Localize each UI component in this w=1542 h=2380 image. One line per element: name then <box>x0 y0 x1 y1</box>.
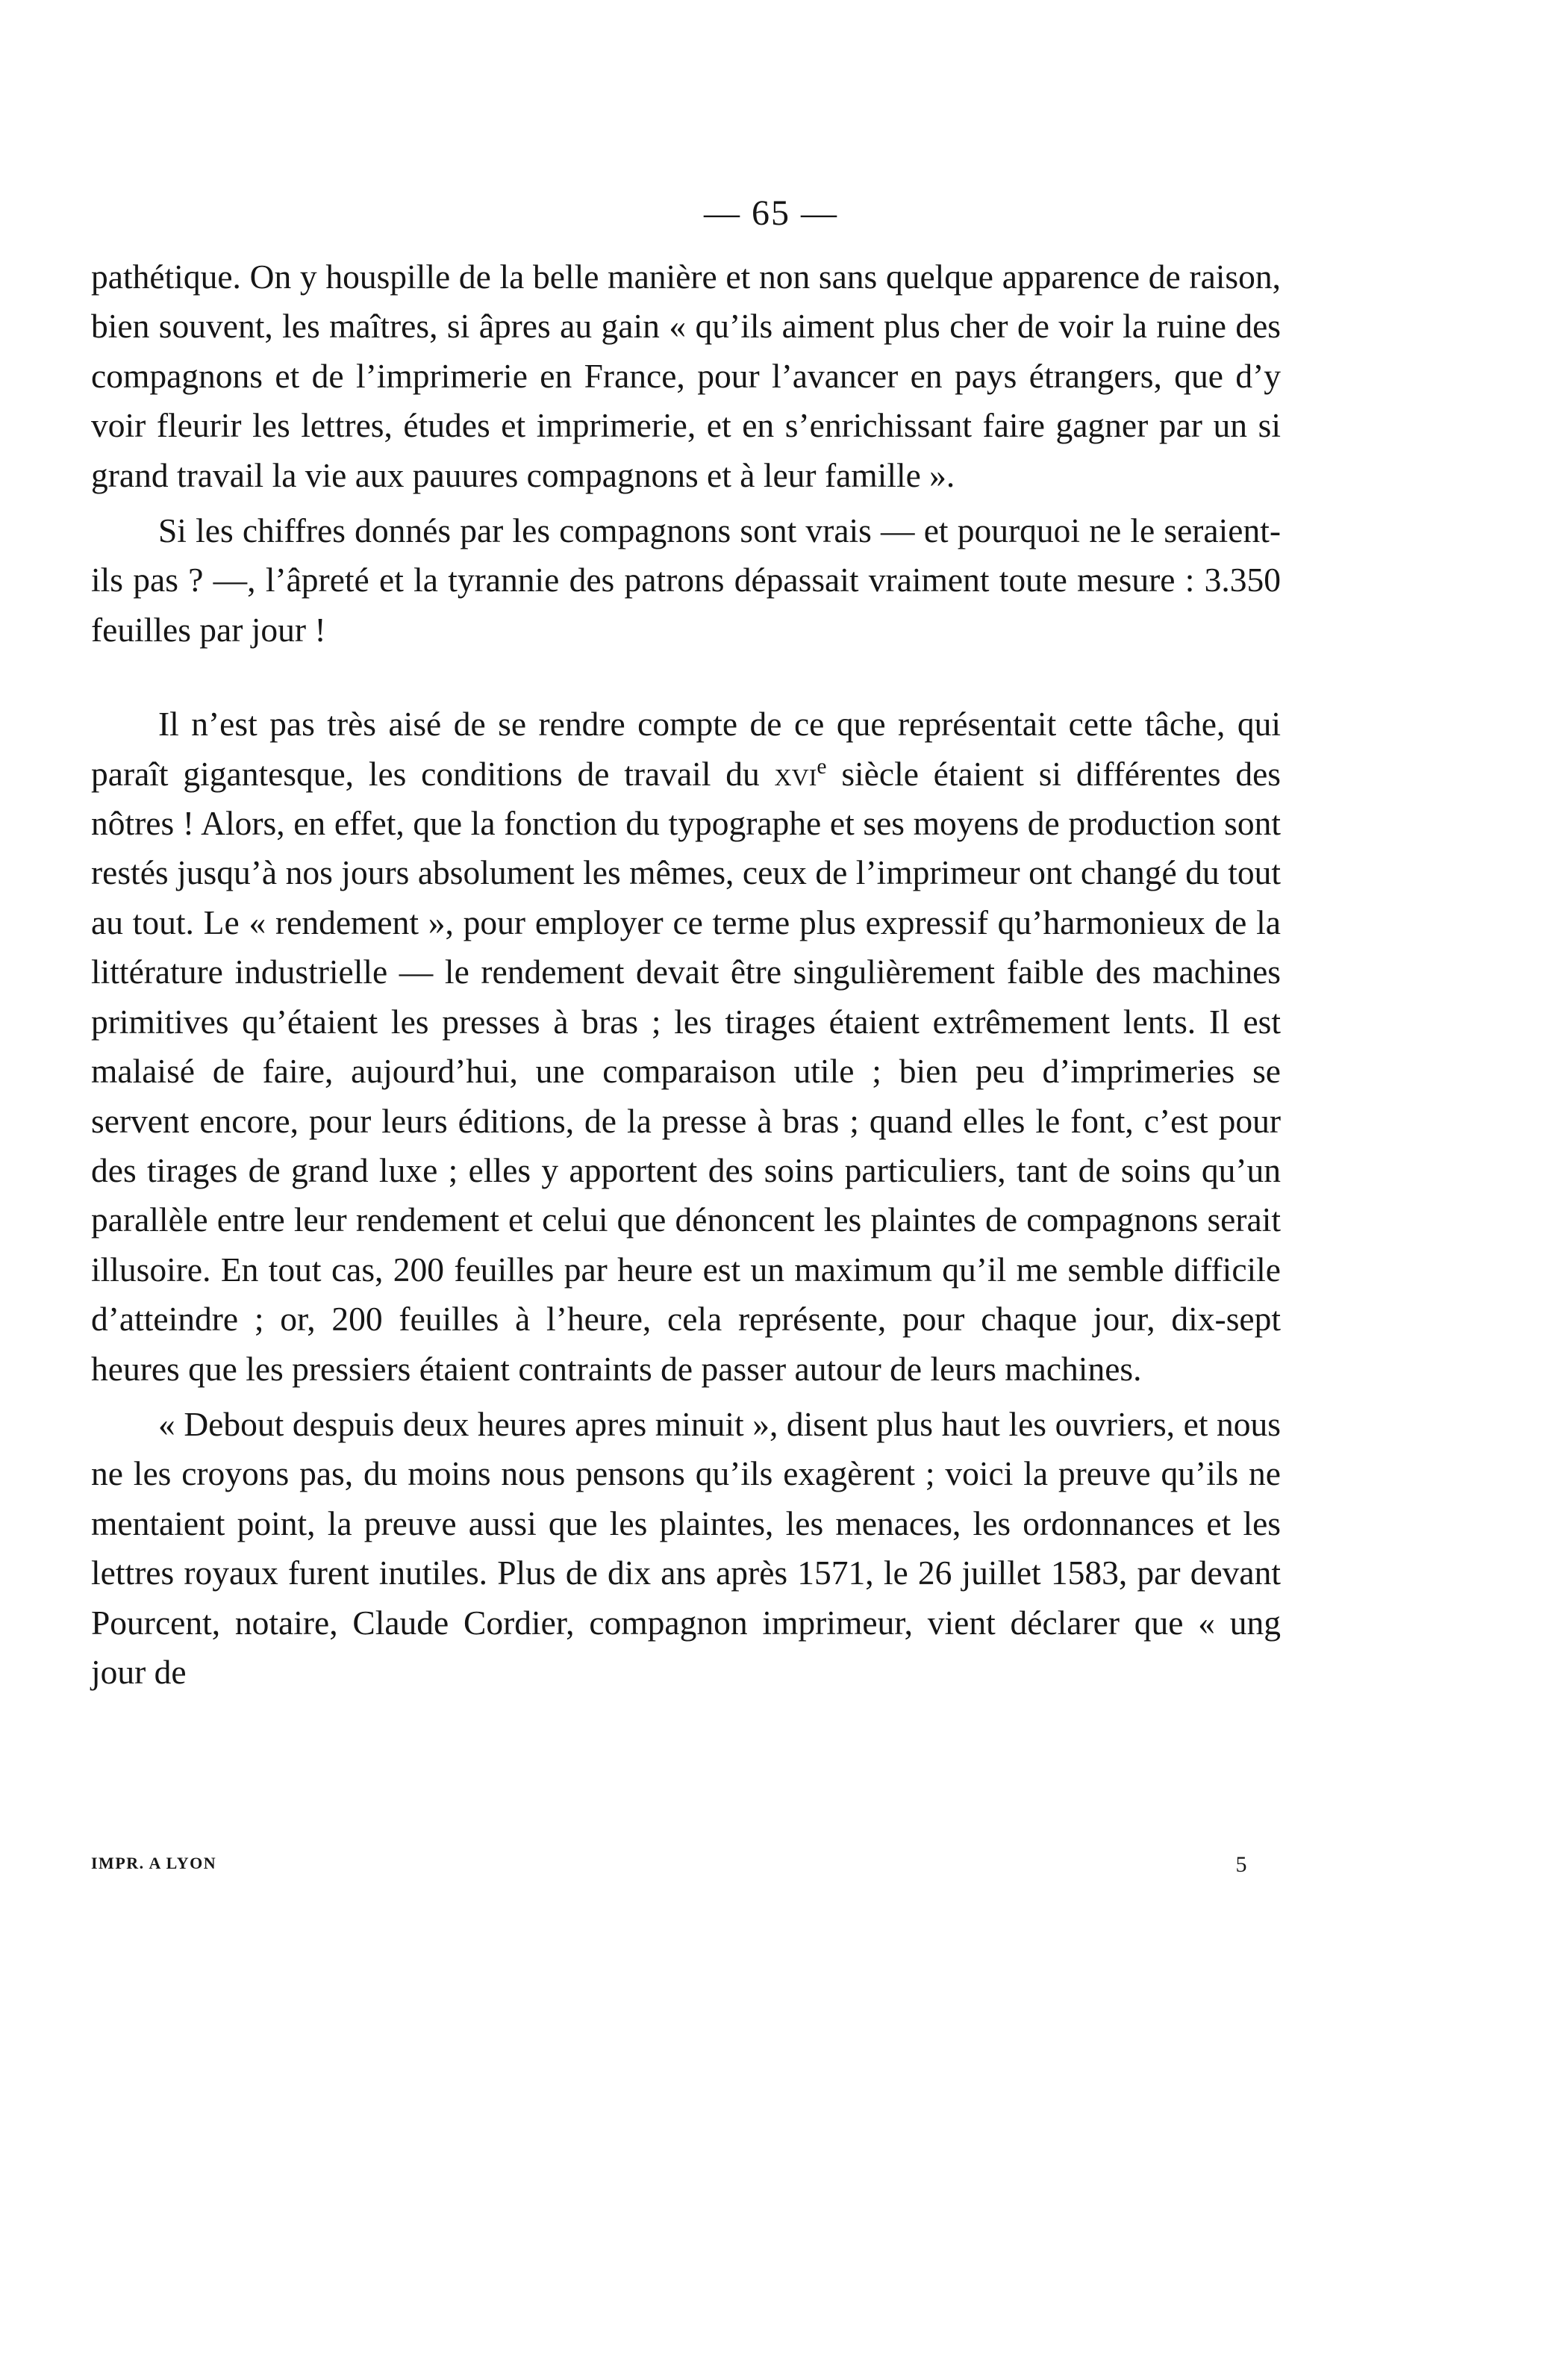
paragraph-2: Si les chiffres donnés par les compagnons sont vrais — et pourquoi ne le seraient-ils pas ? —, l’âpreté et la tyrannie des patrons dépassait vraiment toute mesure : 3.350 feuilles par jour ! <box>91 511 1281 649</box>
printer-signature-mark: IMPR. A LYON <box>91 1854 217 1872</box>
gathering-number: 5 <box>1235 1852 1248 1877</box>
paragraph-3-part-2: siècle étaient si différentes des nôtres ! Alors, en effet, que la fonction du typographe et ses moyens de production sont restés jusqu’à nos jours absolument les mêmes, ceux de l’imprimeur ont changé du tout au tout. Le « rendement », pour employer ce terme plus expressif qu’harmonieux de la littérature industrielle — le rendement devait être singulièrement faible des machines primitives qu’étaient les presses à bras ; les tirages étaient extrêmement lents. Il est malaisé de faire, aujourd’hui, une comparaison utile ; bien peu d’imprimeries se servent encore, pour leurs éditions, de la presse à bras ; quand elles le font, c’est pour des tirages de grand luxe ; elles y apportent des soins particuliers, tant de soins qu’un parallèle entre leur rendement et celui que dénoncent les plaintes de compagnons serait illusoire. En tout cas, 200 feuilles par heure est un maximum qu’il me semble difficile d’atteindre ; or, 200 feuilles à l’heure, cela représente, pour chaque jour, dix-sept heures que les pressiers étaient contraints de passer autour de leurs machines. <box>91 754 1282 1388</box>
body-text <box>91 252 1281 1697</box>
paragraph-1: pathétique. On y houspille de la belle manière et non sans quelque apparence de raison, bien souvent, les maîtres, si âpres au gain « qu’ils aiment plus cher de voir la ruine des compagnons et de l’imprimerie en France, pour l’avancer en pays étrangers, que d’y voir fleurir les lettres, études et imprimerie, et en s’enrichissant faire gagner par un si grand travail la vie aux pauures compagnons et à leur famille ». <box>91 258 1281 494</box>
paragraph-3-part-1: Il n’est pas très aisé de se rendre compte de ce que représentait cette tâche, qui paraît gigantesque, les conditions de travail du <box>91 705 1281 793</box>
paragraph-3 <box>91 700 1281 1394</box>
paragraph-4: « Debout despuis deux heures apres minuit », disent plus haut les ouvriers, et nous ne les croyons pas, du moins nous pensons qu’ils exagèrent ; voici la preuve qu’ils ne mentaient point, la preuve aussi que les plaintes, les menaces, les ordonnances et les lettres royaux furent inutiles. Plus de dix ans après 1571, le 26 juillet 1583, par devant Pourcent, notaire, Claude Cordier, compagnon imprimeur, vient déclarer que « ung jour de <box>91 1404 1281 1691</box>
page-number: — 65 — <box>704 193 838 233</box>
century-superscript: e <box>817 754 827 779</box>
century-numeral: xvi <box>774 754 817 793</box>
